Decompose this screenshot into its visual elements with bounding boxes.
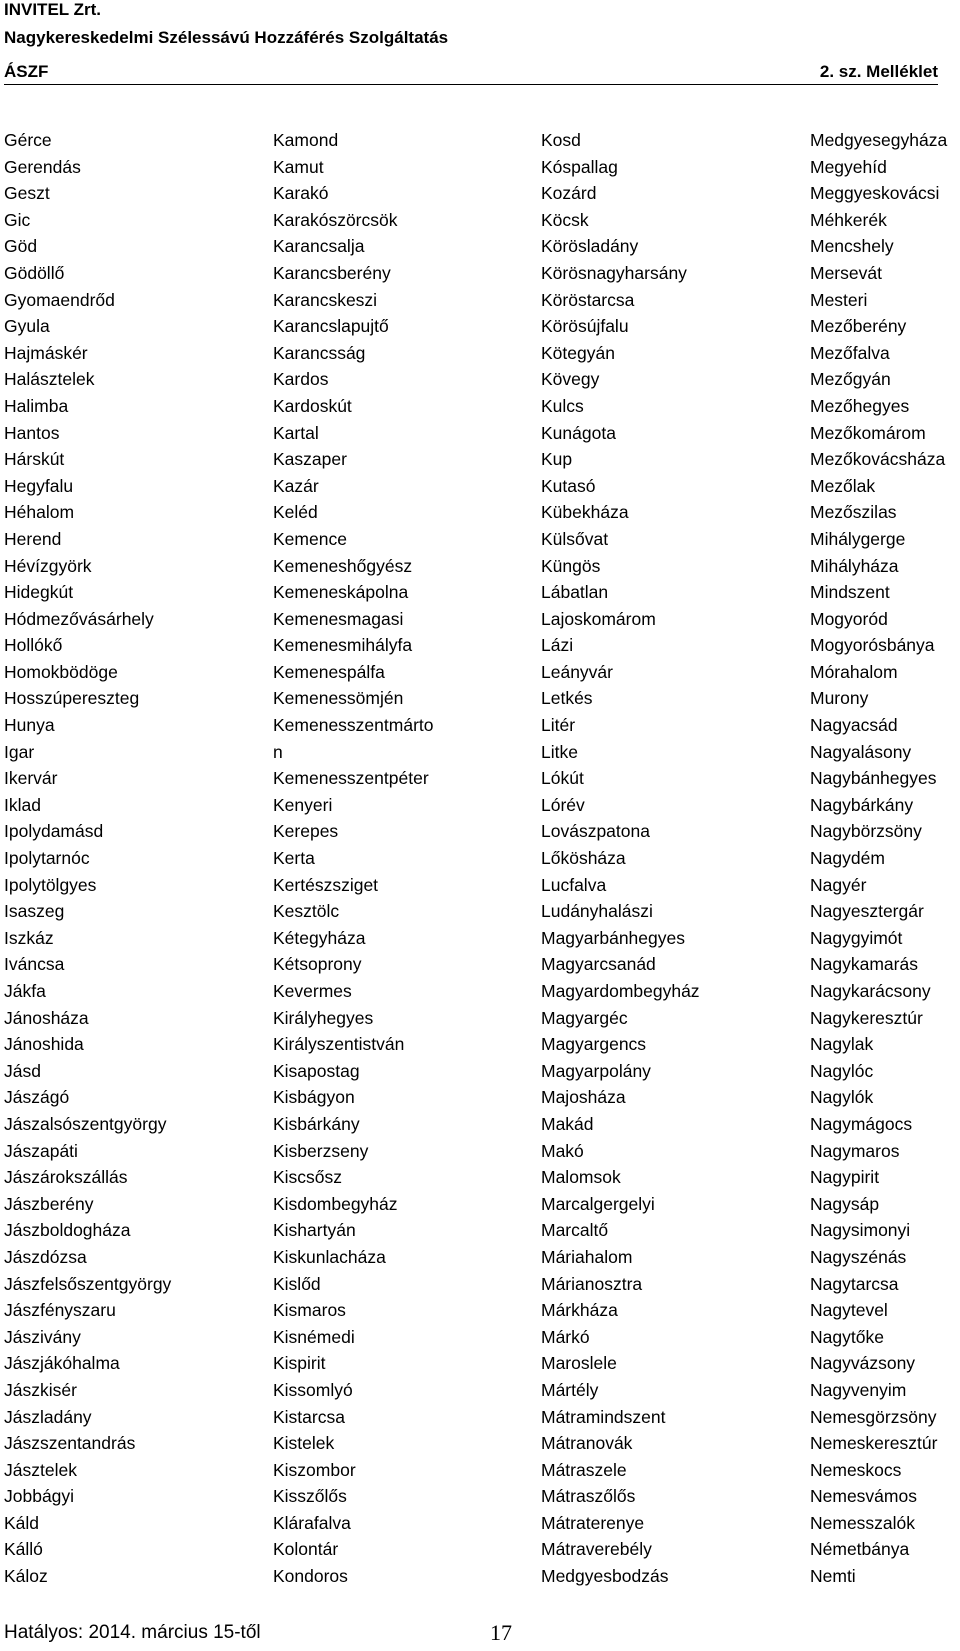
settlement-name: Kissomlyó <box>273 1379 353 1400</box>
settlement-name: Jászdózsa <box>4 1246 87 1267</box>
settlement-name: Nagykamarás <box>810 954 918 975</box>
settlement-name: Karancsalja <box>273 236 365 257</box>
settlement-name: Jászszentandrás <box>4 1433 136 1454</box>
settlement-name: Karancskeszi <box>273 289 378 310</box>
settlement-name: Mezőberény <box>810 316 907 337</box>
settlement-name: Nagylak <box>810 1034 874 1055</box>
settlement-name: Káld <box>4 1512 40 1533</box>
settlement-name: Nagyér <box>810 874 867 895</box>
settlement-name: Jászivány <box>4 1326 81 1347</box>
effective-date: Hatályos: 2014. március 15-től <box>4 1622 261 1643</box>
settlement-name: Ikervár <box>4 768 58 789</box>
settlement-name: Kazár <box>273 475 319 496</box>
settlement-name: Nagykarácsony <box>810 981 931 1001</box>
settlement-name: Kunágota <box>541 422 616 443</box>
settlement-name: Nagysimonyi <box>810 1220 911 1241</box>
settlement-name: Iváncsa <box>4 954 65 975</box>
settlement-name: Nagytőke <box>810 1326 884 1347</box>
settlement-name: Mihálygerge <box>810 528 906 549</box>
settlement-name: Kisdombegyház <box>273 1193 398 1214</box>
settlement-name: Magyargencs <box>541 1034 647 1055</box>
settlement-name: Jászapáti <box>4 1140 78 1161</box>
settlement-name: Mersevát <box>810 262 882 283</box>
settlement-name: Kolontár <box>273 1539 339 1560</box>
settlement-name: Kemeneskápolna <box>273 582 409 603</box>
settlement-name: Lórév <box>541 794 585 815</box>
settlement-name: Nagybörzsöny <box>810 821 922 842</box>
settlement-name: Lázi <box>541 635 574 656</box>
settlement-name: Gyomaendrőd <box>4 289 115 310</box>
settlement-name: Majosháza <box>541 1087 626 1108</box>
settlement-name: Mátramindszent <box>541 1406 666 1427</box>
header-doc-row <box>4 62 938 86</box>
settlement-name: Kemenessömjén <box>273 688 404 709</box>
settlement-name: Mogyoród <box>810 608 888 629</box>
settlement-name: Lucfalva <box>541 874 607 895</box>
settlement-name: Körösnagyharsány <box>541 262 687 283</box>
settlement-name: Kisbárkány <box>273 1113 360 1134</box>
settlement-name: Litke <box>541 741 578 762</box>
settlement-name: Marcalgergelyi <box>541 1193 655 1214</box>
settlement-name: Isaszeg <box>4 901 65 922</box>
settlement-name: Hollókő <box>4 635 63 656</box>
settlement-name: Kistelek <box>273 1433 335 1454</box>
settlement-name: Nagypirit <box>810 1167 880 1188</box>
settlement-name: Jászárokszállás <box>4 1167 128 1188</box>
settlement-name: Nagysáp <box>810 1193 880 1214</box>
settlement-name: Mezőkovácsháza <box>810 449 946 470</box>
settlement-name: Jobbágyi <box>4 1486 75 1507</box>
settlement-name: Kiscsősz <box>273 1167 343 1188</box>
settlement-name: Magyarpolány <box>541 1060 651 1081</box>
settlement-name: Makó <box>541 1140 584 1161</box>
settlement-name: Nagyvázsony <box>810 1353 916 1374</box>
settlement-name: Marcaltő <box>541 1220 609 1241</box>
settlement-name: Kardoskút <box>273 395 352 416</box>
settlement-name: Nagydém <box>810 848 885 869</box>
settlement-name: Magyargéc <box>541 1007 628 1028</box>
settlement-name: Kerepes <box>273 821 339 842</box>
settlement-name: Kosd <box>541 130 581 150</box>
settlement-name: Nagytarcsa <box>810 1273 899 1294</box>
settlement-name: Halimba <box>4 395 69 416</box>
settlement-name: Külsővat <box>541 528 609 549</box>
settlement-name: Kondoros <box>273 1566 348 1587</box>
settlement-name: Kemenesmihályfa <box>273 635 413 656</box>
settlement-name: Kerta <box>273 848 315 869</box>
settlement-name: Jászkisér <box>4 1379 77 1400</box>
settlement-name: Nagyalásony <box>810 741 912 762</box>
settlement-name: Kutasó <box>541 475 596 496</box>
settlement-name: Mesteri <box>810 289 868 310</box>
settlement-name: Nagyesztergár <box>810 901 924 922</box>
settlement-name: Jászfényszaru <box>4 1300 116 1321</box>
settlement-name: Hárskút <box>4 449 65 470</box>
settlement-name: Hantos <box>4 422 60 443</box>
settlement-name: Márkó <box>541 1326 590 1347</box>
settlement-name: Jászladány <box>4 1406 92 1427</box>
settlement-name: Lovászpatona <box>541 821 650 842</box>
settlement-name: Kálló <box>4 1539 43 1560</box>
settlement-name: Királyszentistván <box>273 1034 405 1055</box>
settlement-name: Nemeskeresztúr <box>810 1433 938 1454</box>
settlement-name: Homokbödöge <box>4 661 118 682</box>
settlement-name: Kisapostag <box>273 1060 360 1081</box>
settlement-name: Kispirit <box>273 1353 326 1374</box>
settlement-name: Mindszent <box>810 582 890 603</box>
settlement-name: n <box>273 741 283 762</box>
settlement-name: Kisszőlős <box>273 1486 347 1507</box>
settlement-name: Mezőgyán <box>810 369 891 390</box>
settlement-name: Megyehíd <box>810 156 887 177</box>
settlement-name: Kemenesszentmárto <box>273 715 434 736</box>
settlement-name: Kulcs <box>541 395 584 416</box>
settlement-name: Jászfelsőszentgyörgy <box>4 1273 172 1294</box>
settlement-name: Gérce <box>4 130 52 150</box>
settlement-name: Mátraszele <box>541 1459 627 1480</box>
settlement-name: Igar <box>4 741 35 762</box>
settlement-name: Jásztelek <box>4 1459 77 1480</box>
settlement-name: Kozárd <box>541 183 597 204</box>
settlement-name: Kistarcsa <box>273 1406 345 1427</box>
settlement-name: Kisberzseny <box>273 1140 369 1161</box>
settlement-name: Kevermes <box>273 981 352 1001</box>
settlement-name: Körösújfalu <box>541 316 629 337</box>
settlement-name: Hévízgyörk <box>4 555 92 576</box>
settlement-name: Nagybánhegyes <box>810 768 937 789</box>
settlement-name: Magyarcsanád <box>541 954 656 975</box>
settlement-name: Hegyfalu <box>4 475 74 496</box>
settlement-name: Mezőhegyes <box>810 395 910 416</box>
settlement-name: Mezőkomárom <box>810 422 926 443</box>
settlement-name: Nagyszénás <box>810 1246 907 1267</box>
settlement-name: Göd <box>4 236 38 257</box>
settlement-name: Lőkösháza <box>541 848 626 869</box>
settlement-name: Jászalsószentgyörgy <box>4 1113 167 1134</box>
settlement-name: Ipolytölgyes <box>4 874 97 895</box>
settlement-name: Iklad <box>4 794 41 815</box>
settlement-name: Mezőszilas <box>810 502 897 523</box>
settlement-name: Jászjákóhalma <box>4 1353 120 1374</box>
settlement-name: Malomsok <box>541 1167 621 1188</box>
settlement-name: Hajmáskér <box>4 342 88 363</box>
settlement-name: Nagylóc <box>810 1060 874 1081</box>
settlement-column-2 <box>273 127 434 1590</box>
settlement-name: Kiskunlacháza <box>273 1246 386 1267</box>
settlement-name: Köcsk <box>541 209 589 230</box>
settlement-column-4 <box>810 127 947 1590</box>
settlement-name: Maroslele <box>541 1353 617 1374</box>
settlement-name: Mártély <box>541 1379 599 1400</box>
settlement-name: Kishartyán <box>273 1220 356 1241</box>
settlement-name: Kemenesszentpéter <box>273 768 429 789</box>
settlement-name: Jánoshida <box>4 1034 84 1055</box>
settlement-name: Körösladány <box>541 236 639 257</box>
settlement-name: Kisnémedi <box>273 1326 355 1347</box>
settlement-name: Nagymágocs <box>810 1113 913 1134</box>
settlement-name: Nagykeresztúr <box>810 1007 923 1028</box>
settlement-name: Kétegyháza <box>273 927 366 948</box>
settlement-name: Királyhegyes <box>273 1007 374 1028</box>
settlement-name: Makád <box>541 1113 594 1134</box>
settlement-name: Nemesvámos <box>810 1486 917 1507</box>
settlement-name: Kübekháza <box>541 502 629 523</box>
settlement-name: Gerendás <box>4 156 81 177</box>
annex-label: 2. sz. Melléklet <box>819 62 938 81</box>
settlement-name: Hunya <box>4 715 55 736</box>
settlement-name: Meggyeskovácsi <box>810 183 940 204</box>
settlement-name: Jánosháza <box>4 1007 89 1028</box>
settlement-name: Ipolydamásd <box>4 821 104 842</box>
settlement-name: Jászboldogháza <box>4 1220 131 1241</box>
settlement-name: Medgyesbodzás <box>541 1566 669 1587</box>
settlement-name: Nemesgörzsöny <box>810 1406 937 1427</box>
settlement-name: Lábatlan <box>541 582 609 603</box>
settlement-name: Kenyeri <box>273 794 333 815</box>
settlement-name: Kövegy <box>541 369 600 390</box>
settlement-name: Mórahalom <box>810 661 898 682</box>
settlement-name: Kötegyán <box>541 342 615 363</box>
settlement-name: Németbánya <box>810 1539 910 1560</box>
settlement-name: Kamond <box>273 130 339 150</box>
page-number: 17 <box>490 1620 512 1645</box>
settlement-name: Ipolytarnóc <box>4 848 90 869</box>
settlement-name: Küngös <box>541 555 601 576</box>
settlement-name: Geszt <box>4 183 50 204</box>
settlement-name: Jásd <box>4 1060 41 1081</box>
settlement-name: Iszkáz <box>4 927 54 948</box>
settlement-name: Karancsság <box>273 342 366 363</box>
settlement-name: Héhalom <box>4 502 75 523</box>
settlement-name: Mogyorósbánya <box>810 635 935 656</box>
settlement-name: Kup <box>541 449 573 470</box>
settlement-name: Nagyacsád <box>810 715 898 736</box>
header-rule <box>4 84 938 85</box>
settlement-name: Márkháza <box>541 1300 618 1321</box>
settlement-name: Klárafalva <box>273 1512 351 1533</box>
settlement-name: Gic <box>4 209 31 230</box>
settlement-name: Halásztelek <box>4 369 95 390</box>
settlement-name: Letkés <box>541 688 593 709</box>
settlement-name: Lajoskomárom <box>541 608 656 629</box>
settlement-name: Leányvár <box>541 661 613 682</box>
settlement-name: Köröstarcsa <box>541 289 635 310</box>
settlement-name: Gödöllő <box>4 262 65 283</box>
doc-label: ÁSZF <box>4 62 49 81</box>
settlement-name: Kemenesmagasi <box>273 608 404 629</box>
settlement-name: Herend <box>4 528 62 549</box>
settlement-name: Nagybárkány <box>810 794 914 815</box>
settlement-name: Kesztölc <box>273 901 340 922</box>
company-name: INVITEL Zrt. <box>4 0 101 19</box>
settlement-column-1 <box>4 127 171 1590</box>
settlement-name: Keléd <box>273 502 318 523</box>
settlement-name: Mátraszőlős <box>541 1486 636 1507</box>
settlement-name: Káloz <box>4 1566 48 1587</box>
service-title: Nagykereskedelmi Szélessávú Hozzáférés Szolgáltatás <box>4 28 449 47</box>
settlement-name: Karakószörcsök <box>273 209 398 230</box>
settlement-name: Nagylók <box>810 1087 874 1108</box>
settlement-column-3 <box>541 127 700 1590</box>
settlement-name: Nagytevel <box>810 1300 888 1321</box>
settlement-name: Karancsberény <box>273 262 391 283</box>
settlement-name: Kertészsziget <box>273 874 379 895</box>
settlement-name: Hidegkút <box>4 582 74 603</box>
settlement-name: Kisbágyon <box>273 1087 355 1108</box>
settlement-name: Jákfa <box>4 981 46 1001</box>
settlement-name: Mencshely <box>810 236 894 257</box>
settlement-name: Kaszaper <box>273 449 347 470</box>
settlement-name: Kemeneshőgyész <box>273 555 413 576</box>
settlement-name: Kemence <box>273 528 347 549</box>
settlement-name: Márianosztra <box>541 1273 643 1294</box>
settlement-name: Kóspallag <box>541 156 618 177</box>
settlement-name: Mihályháza <box>810 555 899 576</box>
settlement-name: Mátranovák <box>541 1433 633 1454</box>
settlement-name: Hódmezővásárhely <box>4 608 154 629</box>
settlement-name: Máriahalom <box>541 1246 633 1267</box>
settlement-name: Mátraterenye <box>541 1512 645 1533</box>
settlement-name: Karakó <box>273 183 329 204</box>
settlement-name: Medgyesegyháza <box>810 130 948 150</box>
settlement-name: Gyula <box>4 316 50 337</box>
settlement-name: Jászberény <box>4 1193 94 1214</box>
settlement-name: Mezőfalva <box>810 342 890 363</box>
settlement-name: Kiszombor <box>273 1459 356 1480</box>
settlement-name: Mátraverebély <box>541 1539 652 1560</box>
settlement-name: Kardos <box>273 369 329 390</box>
settlement-name: Méhkerék <box>810 209 887 230</box>
settlement-name: Kemenespálfa <box>273 661 385 682</box>
settlement-name: Nemti <box>810 1566 856 1587</box>
settlement-name: Nagygyimót <box>810 927 903 948</box>
settlement-name: Magyarbánhegyes <box>541 927 685 948</box>
settlement-name: Hosszúpereszteg <box>4 688 140 709</box>
settlement-name: Nagyvenyim <box>810 1379 907 1400</box>
settlement-name: Kamut <box>273 156 324 177</box>
settlement-name: Murony <box>810 688 869 709</box>
settlement-name: Nagymaros <box>810 1140 900 1161</box>
settlement-name: Kislőd <box>273 1273 321 1294</box>
settlement-name: Kismaros <box>273 1300 346 1321</box>
settlement-name: Kétsoprony <box>273 954 362 975</box>
settlement-name: Magyardombegyház <box>541 981 700 1001</box>
settlement-name: Karancslapujtő <box>273 316 389 337</box>
settlement-name: Mezőlak <box>810 475 876 496</box>
settlement-name: Nemesszalók <box>810 1512 916 1533</box>
settlement-name: Ludányhalászi <box>541 901 653 922</box>
settlement-name: Kartal <box>273 422 319 443</box>
settlement-name: Lókút <box>541 768 584 789</box>
settlement-name: Nemeskocs <box>810 1459 902 1480</box>
settlement-name: Litér <box>541 715 576 736</box>
settlement-name: Jászágó <box>4 1087 70 1108</box>
